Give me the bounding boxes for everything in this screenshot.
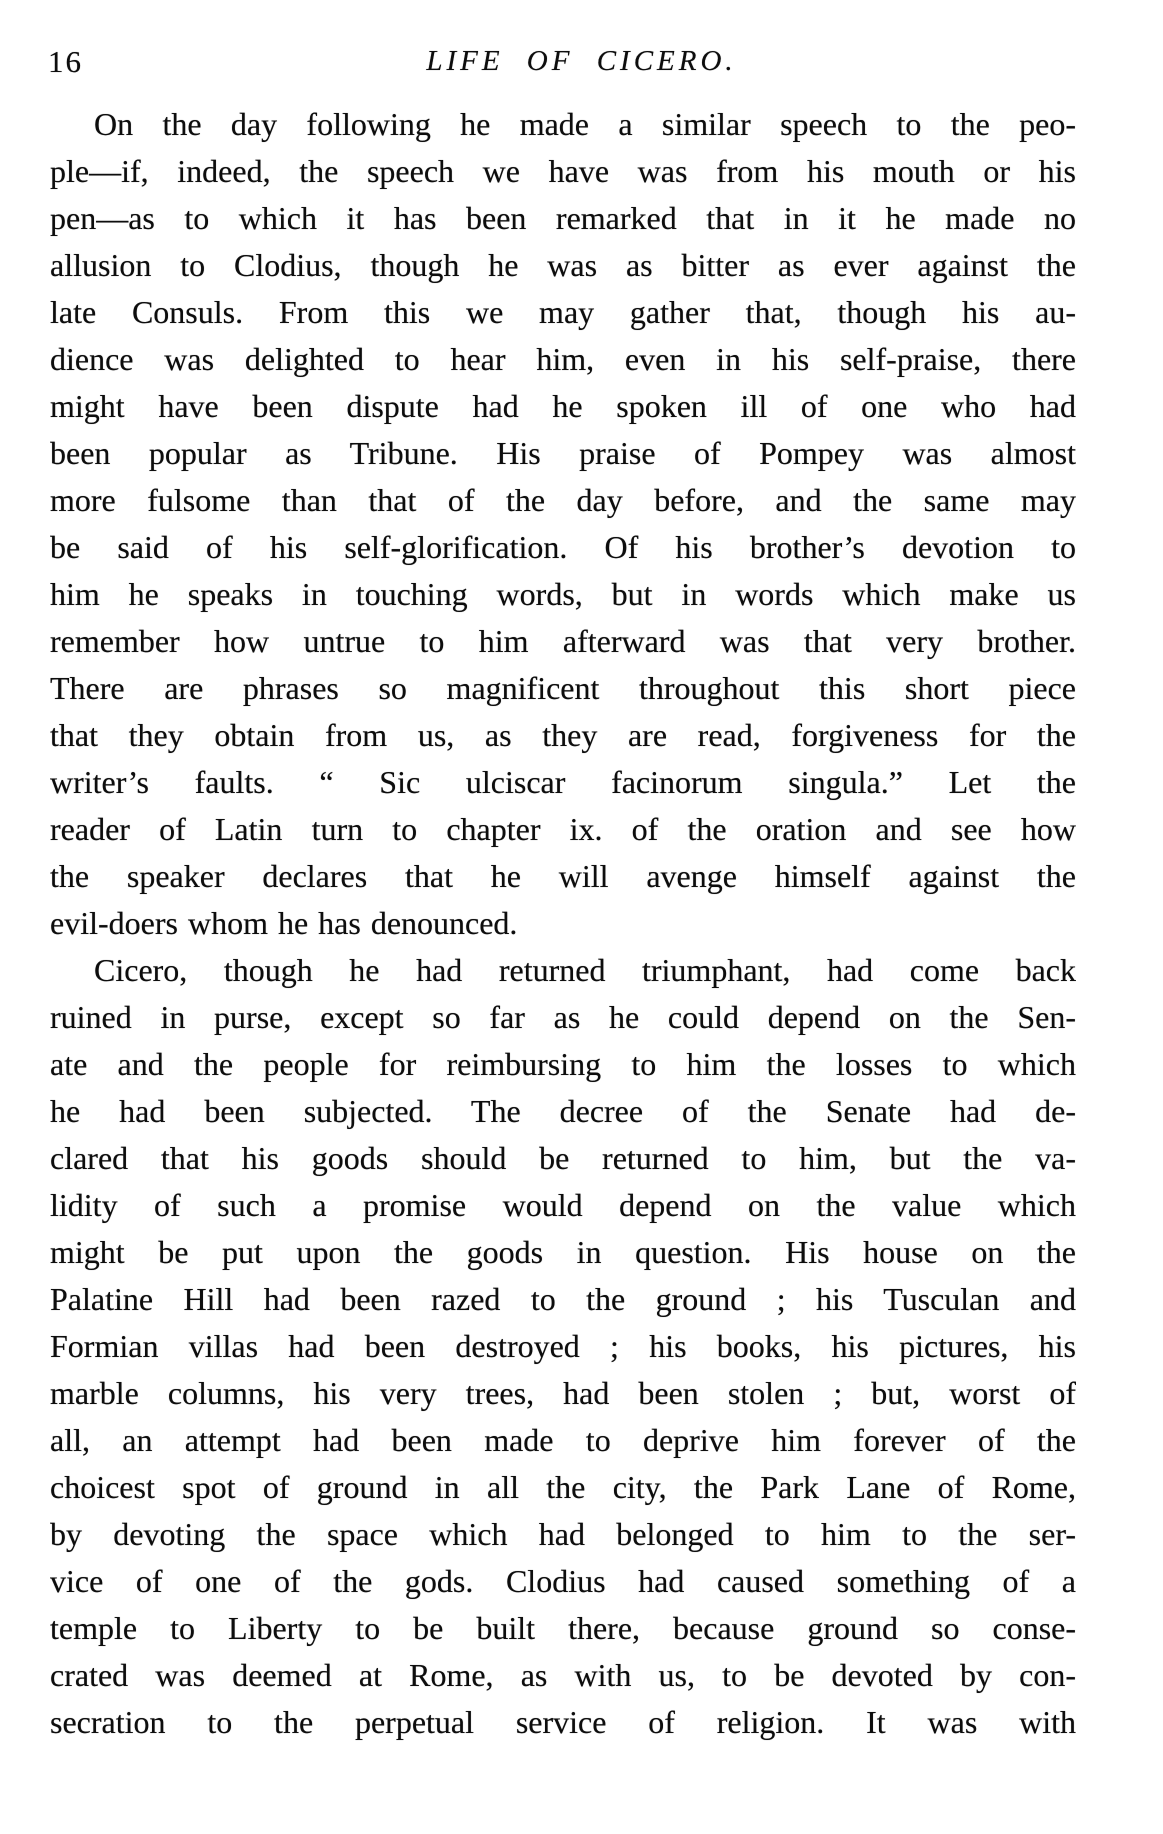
text-line: writer’s faults. “ Sic ulciscar facinorum singula.” Let the bbox=[50, 764, 1076, 800]
text-line: might be put upon the goods in question. His house on the bbox=[50, 1234, 1076, 1270]
text-line: There are phrases so magnificent throughout this short piece bbox=[50, 670, 1076, 706]
text-line: more fulsome than that of the day before, and the same may bbox=[50, 482, 1076, 518]
text-line: that they obtain from us, as they are read, forgiveness for the bbox=[50, 717, 1076, 753]
text-line: secration to the perpetual service of religion. It was with bbox=[50, 1704, 1076, 1740]
text-line: On the day following he made a similar speech to the peo- bbox=[94, 106, 1076, 142]
text-line: crated was deemed at Rome, as with us, to be devoted by con- bbox=[50, 1657, 1076, 1693]
text-line: been popular as Tribune. His praise of Pompey was almost bbox=[50, 435, 1076, 471]
text-line: might have been dispute had he spoken ill of one who had bbox=[50, 388, 1076, 424]
text-line: late Consuls. From this we may gather that, though his au- bbox=[50, 294, 1076, 330]
text-line: him he speaks in touching words, but in words which make us bbox=[50, 576, 1076, 612]
text-line: remember how untrue to him afterward was that very brother. bbox=[50, 623, 1076, 659]
text-line: evil-doers whom he has denounced. bbox=[50, 905, 518, 941]
text-line: be said of his self-glorification. Of his brother’s devotion to bbox=[50, 529, 1076, 565]
text-line: allusion to Clodius, though he was as bitter as ever against the bbox=[50, 247, 1076, 283]
text-line: reader of Latin turn to chapter ix. of the oration and see how bbox=[50, 811, 1076, 847]
text-line: all, an attempt had been made to deprive him forever of the bbox=[50, 1422, 1076, 1458]
text-line: ate and the people for reimbursing to him the losses to which bbox=[50, 1046, 1076, 1082]
page-number: 16 bbox=[48, 44, 83, 79]
text-line: Cicero, though he had returned triumphant, had come back bbox=[94, 952, 1076, 988]
page-body bbox=[50, 101, 1076, 1746]
text-line: ruined in purse, except so far as he could depend on the Sen- bbox=[50, 999, 1076, 1035]
text-line: he had been subjected. The decree of the Senate had de- bbox=[50, 1093, 1076, 1129]
text-line: ple—if, indeed, the speech we have was from his mouth or his bbox=[50, 153, 1076, 189]
text-line: vice of one of the gods. Clodius had caused something of a bbox=[50, 1563, 1076, 1599]
text-line: by devoting the space which had belonged to him to the ser- bbox=[50, 1516, 1076, 1552]
text-line: the speaker declares that he will avenge himself against the bbox=[50, 858, 1076, 894]
text-line: lidity of such a promise would depend on the value which bbox=[50, 1187, 1076, 1223]
text-line: pen—as to which it has been remarked that in it he made no bbox=[50, 200, 1076, 236]
text-line: dience was delighted to hear him, even in his self-praise, there bbox=[50, 341, 1076, 377]
text-line: temple to Liberty to be built there, because ground so conse- bbox=[50, 1610, 1076, 1646]
text-line: choicest spot of ground in all the city, the Park Lane of Rome, bbox=[50, 1469, 1076, 1505]
page-header bbox=[48, 42, 1115, 82]
text-line: clared that his goods should be returned to him, but the va- bbox=[50, 1140, 1076, 1176]
text-line: Palatine Hill had been razed to the ground ; his Tusculan and bbox=[50, 1281, 1076, 1317]
text-line: marble columns, his very trees, had been stolen ; but, worst of bbox=[50, 1375, 1076, 1411]
running-title: LIFE OF CICERO. bbox=[426, 45, 737, 77]
text-line: Formian villas had been destroyed ; his books, his pictures, his bbox=[50, 1328, 1076, 1364]
